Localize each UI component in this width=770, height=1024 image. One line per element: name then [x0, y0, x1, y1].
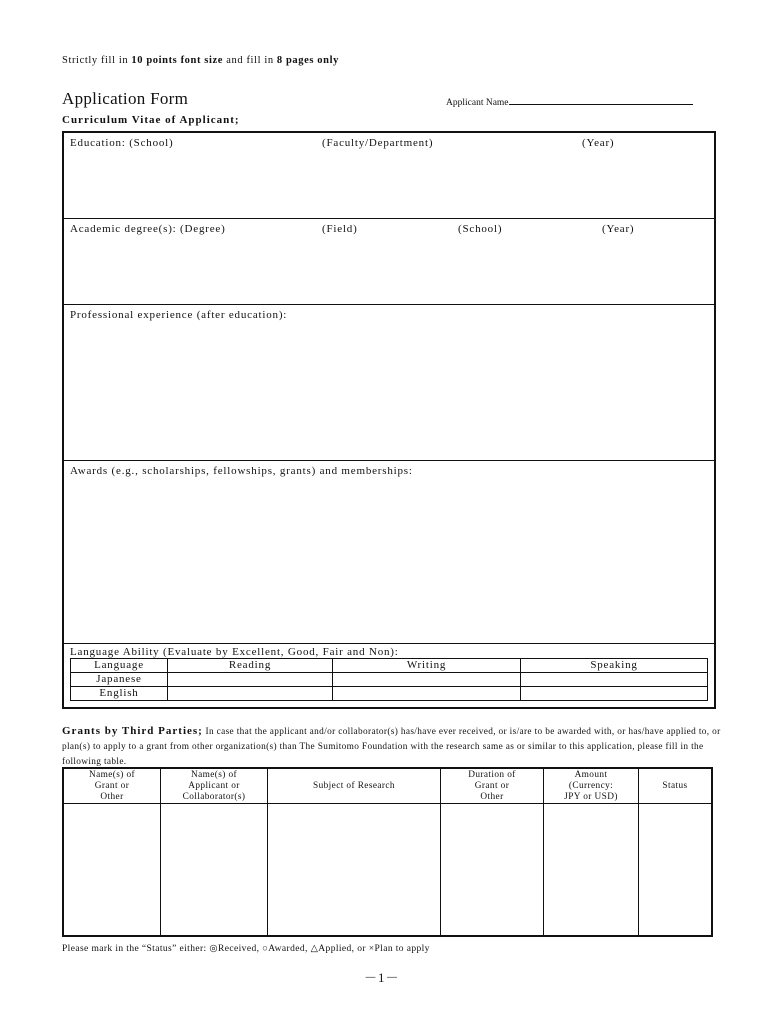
grants-header-row	[63, 768, 712, 804]
page-number: －1－	[364, 970, 400, 985]
field-label: (Field)	[322, 223, 358, 235]
applicant-collaborator-cell[interactable]	[161, 804, 268, 937]
language-header-row	[71, 659, 708, 673]
reading-cell[interactable]	[168, 673, 333, 687]
language-name: Japanese	[71, 673, 168, 687]
language-row-japanese	[71, 673, 708, 687]
applicant-name-line[interactable]	[509, 95, 693, 105]
status-header: Status	[639, 768, 713, 804]
duration-header: Duration of Grant or Other	[441, 768, 544, 804]
awards-section[interactable]	[64, 461, 714, 644]
instruction-text-mid: and fill in	[223, 55, 277, 66]
reading-col-header: Reading	[168, 659, 333, 673]
language-row-english	[71, 687, 708, 701]
status-cell[interactable]	[639, 804, 713, 937]
writing-col-header: Writing	[333, 659, 521, 673]
applicant-name-label: Applicant Name	[446, 98, 509, 108]
grants-title: Grants by Third Parties;	[62, 725, 203, 737]
instruction-text: Strictly fill in	[62, 55, 132, 66]
subject-header: Subject of Research	[268, 768, 441, 804]
amount-header: Amount (Currency: JPY or USD)	[544, 768, 639, 804]
writing-cell[interactable]	[333, 673, 521, 687]
grants-intro-text: In case that the applicant and/or collaborator(s) has/have ever received, or is/are to be awarded with, or has/have applied to, or plan(s) to apply to a grant from other organization(s) than The Sumitomo Foundation with the research same as or similar to this application, please fill in the following table.	[62, 727, 721, 767]
education-section[interactable]	[64, 133, 714, 219]
speaking-col-header: Speaking	[521, 659, 708, 673]
amount-cell[interactable]	[544, 804, 639, 937]
instruction-note	[62, 55, 339, 66]
degree-year-label: (Year)	[602, 223, 635, 235]
language-name: English	[71, 687, 168, 701]
page-title: Application Form	[62, 89, 189, 108]
degree-label: Academic degree(s): (Degree)	[70, 223, 226, 235]
instruction-font-size: 10 points font size	[131, 55, 224, 66]
speaking-cell[interactable]	[521, 687, 708, 701]
language-label: Language Ability (Evaluate by Excellent, Good, Fair and Non):	[70, 646, 399, 658]
degree-section[interactable]	[64, 219, 714, 305]
grants-intro	[62, 724, 722, 770]
applicant-name-field[interactable]	[446, 95, 693, 108]
awards-label: Awards (e.g., scholarships, fellowships, grants) and memberships:	[70, 465, 413, 477]
subject-cell[interactable]	[268, 804, 441, 937]
experience-section[interactable]	[64, 305, 714, 461]
grants-table	[62, 767, 713, 937]
cv-box	[62, 131, 716, 709]
instruction-page-limit: 8 pages only	[276, 55, 339, 66]
language-col-header: Language	[71, 659, 168, 673]
faculty-label: (Faculty/Department)	[322, 137, 434, 149]
writing-cell[interactable]	[333, 687, 521, 701]
duration-cell[interactable]	[441, 804, 544, 937]
status-note: Please mark in the “Status” either: ◎Received, ○Awarded, △Applied, or ×Plan to apply	[62, 944, 430, 954]
grant-name-cell[interactable]	[63, 804, 161, 937]
education-label: Education: (School)	[70, 137, 174, 149]
language-table	[70, 658, 708, 701]
applicant-collaborator-header: Name(s) of Applicant or Collaborator(s)	[161, 768, 268, 804]
grant-name-header: Name(s) of Grant or Other	[63, 768, 161, 804]
degree-school-label: (School)	[458, 223, 503, 235]
reading-cell[interactable]	[168, 687, 333, 701]
cv-title: Curriculum Vitae of Applicant;	[62, 114, 240, 126]
education-year-label: (Year)	[582, 137, 615, 149]
grants-entry-row	[63, 804, 712, 937]
speaking-cell[interactable]	[521, 673, 708, 687]
experience-label: Professional experience (after education):	[70, 309, 288, 321]
